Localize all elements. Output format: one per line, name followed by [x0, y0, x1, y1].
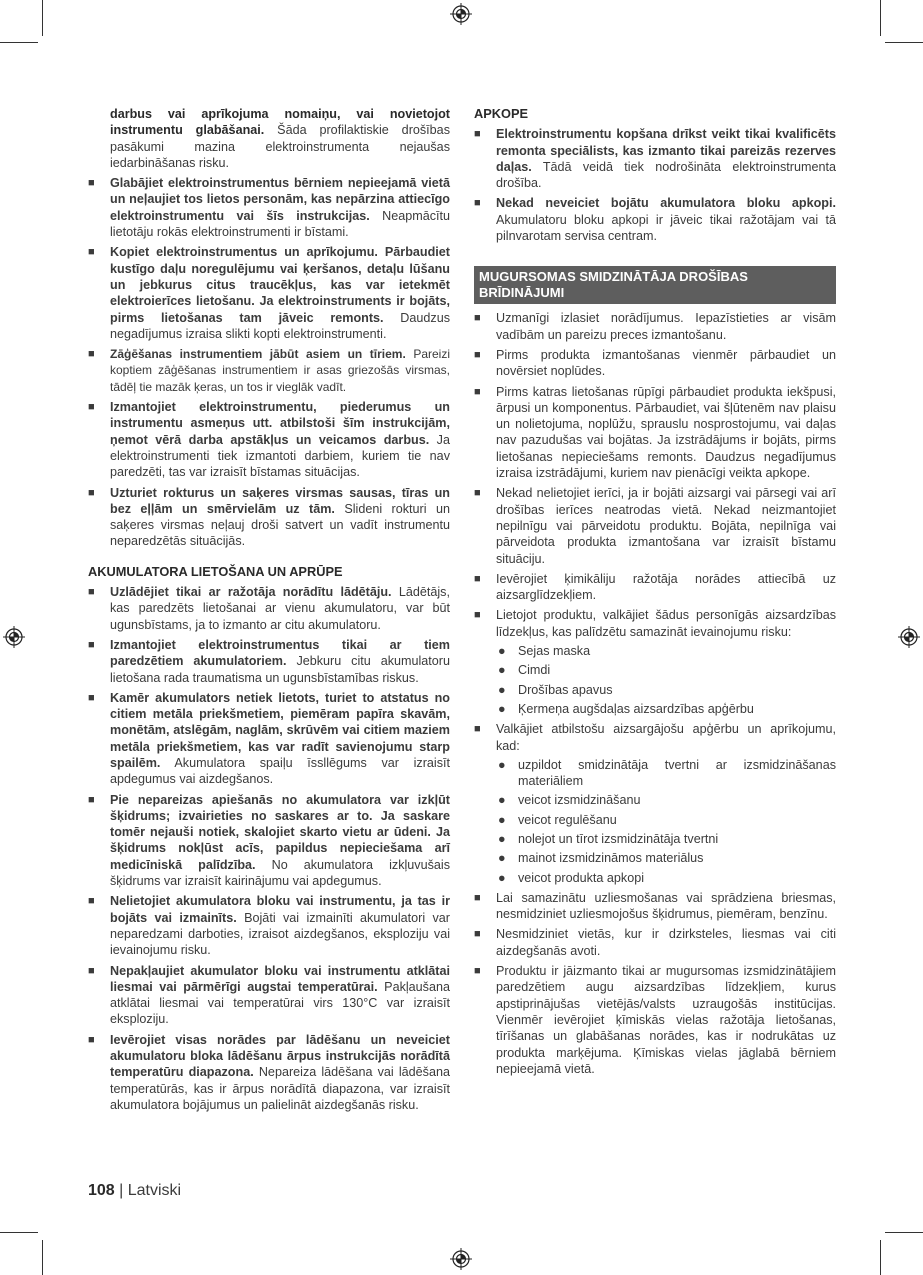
- bullet-icon: ■: [88, 401, 95, 414]
- list-item: ■ Zāģēšanas instrumentiem jābūt asiem un tīriem. Pareizi koptiem zāģēšanas instrumentiem ir asas griezošās virsmas, tādēļ tie mazāk ķeras, un tos ir vieglāk vadīt.: [88, 347, 451, 394]
- sub-list-item: ● veicot izsmidzināšanu: [498, 793, 641, 808]
- dot-icon: ●: [498, 870, 506, 885]
- list-item: ■ Valkājiet atbilstošu aizsargājošu apģērbu un aprīkojumu, kad:: [474, 722, 836, 753]
- page-footer: [88, 1182, 181, 1200]
- bullet-icon: ■: [88, 486, 95, 499]
- bullet-icon: ■: [474, 928, 481, 941]
- registration-mark-icon: [898, 626, 920, 648]
- bullet-icon: ■: [88, 691, 95, 704]
- list-item: ■ Kopiet elektroinstrumentus un aprīkojumu. Pārbaudiet kustīgo daļu noregulējumu vai ķeršanos, detaļu lūšanu un jebkurus citus traucēkļus, kas var ietekmēt elektroierīces lietošanu. Ja elektroinstruments ir bojāts, pirms lietošanas tam jāveic remonts. Daudzus negadījumus izraisa slikti kopti elektroinstrumenti.: [88, 245, 450, 341]
- list-item: ■ Nelietojiet akumulatora bloku vai instrumentu, ja tas ir bojāts vai izmainīts. Bojāti vai izmainīti akumulatori var neparedzami darboties, izraisot aizdegšanos, eksploziju vai ievainojumu risku.: [88, 894, 450, 958]
- sub-list-item: ● Ķermeņa augšdaļas aizsardzības apģērbu: [498, 701, 754, 716]
- bullet-icon: ■: [88, 348, 95, 361]
- bullet-icon: ■: [474, 609, 481, 622]
- list-item: ■ Uzmanīgi izlasiet norādījumus. Iepazīstieties ar visām vadībām un pareizu preces izmantošanu.: [474, 311, 836, 342]
- bullet-icon: ■: [88, 246, 95, 259]
- list-item: ■ Nesmidziniet vietās, kur ir dzirksteles, liesmas vai citi aizdegšanās avoti.: [474, 927, 836, 958]
- registration-mark-icon: [450, 1248, 472, 1270]
- crop-mark: [42, 1240, 43, 1275]
- dot-icon: ●: [498, 701, 506, 716]
- bullet-icon: ■: [88, 895, 95, 908]
- dot-icon: ●: [498, 644, 506, 659]
- bullet-icon: ■: [474, 385, 481, 398]
- registration-mark-icon: [3, 626, 25, 648]
- list-item: ■ Nekad neveiciet bojātu akumulatora bloku apkopi. Akumulatoru bloku apkopi ir jāveic tikai ražotājam vai tā pilnvarotam servisa centram.: [474, 196, 836, 244]
- list-item: ■ Glabājiet elektroinstrumentus bērniem nepieejamā vietā un neļaujiet tos lietos personām, kas nepārzina attiecīgo elektroinstrumentu vai šīs instrukcijas. Neapmācītu lietotāju rokās elektroinstrumenti ir bīstami.: [88, 176, 450, 240]
- bullet-icon: ■: [474, 197, 481, 210]
- section-title-bar: [474, 266, 836, 304]
- footer-separator: |: [114, 1182, 128, 1199]
- list-item: ■ Kamēr akumulators netiek lietots, turiet to atstatus no citiem metāla priekšmetiem, piemēram papīra skavām, monētām, atslēgām, naglām, skrūvēm vai citiem maziem metāla priekšmetiem, kas var radīt savienojumu starp spailēm. Akumulatora spaiļu īssllēgums var izraisīt apdegumus vai aizdegšanos.: [88, 690, 450, 787]
- section-title-line: MUGURSOMAS SMIDZINĀTĀJA DROŠĪBAS: [479, 269, 748, 285]
- list-item: ■ Pirms katras lietošanas rūpīgi pārbaudiet produkta iekšpusi, ārpusi un komponentus. Pārbaudiet, vai šļūtenēm nav plaisu un nolietojuma, noplūžu, sprauslu nosprostojumu, vai daļas nav pazudušas vai bojātas. Ja izstrādājums ir bojāts, pirms lietošanas nepieciešams remonts. Daudzus negadījumus izraisa izstrādājumi, kuriem nav pienācīgi veikta apkope.: [474, 384, 836, 481]
- sub-list-item: ● Cimdi: [498, 663, 551, 678]
- crop-mark: [885, 42, 923, 43]
- list-item: ■ Izmantojiet elektroinstrumentus tikai ar tiem paredzētiem akumulatoriem. Jebkuru citu akumulatoru lietošana rada traumatisma un ugunsbīstamības riskus.: [88, 637, 451, 685]
- list-item: ■ Nepakļaujiet akumulator bloku vai instrumentu atklātai liesmai vai pārmērīgi augstai temperatūrai. Pakļaušana atklātai liesmai vai temperatūrai virs 130°C var izraisīt eksploziju.: [88, 963, 450, 1027]
- sub-list-item: ● mainot izsmidzināmos materiālus: [498, 851, 704, 866]
- list-item: ■ Pie nepareizas apiešanās no akumulatora var izkļūt šķidrums; izvairieties no saskares ar to. Ja saskare tomēr nejauši notiek, skalojiet skarto vietu ar ūdeni. Ja šķidrums nokļūst acīs, papildus nepieciešama arī medicīniskā palīdzība. No akumulatora izkļuvušais šķidrums var izraisīt kairinājumu vai apdegumus.: [88, 792, 450, 889]
- footer-language: Latviski: [127, 1182, 182, 1199]
- list-item: ■ Pirms produkta izmantošanas vienmēr pārbaudiet un novērsiet noplūdes.: [474, 347, 836, 379]
- crop-mark: [42, 0, 43, 36]
- left-column: [88, 106, 450, 1113]
- dot-icon: ●: [498, 682, 506, 697]
- crop-mark: [880, 0, 881, 36]
- list-item: ■ Lai samazinātu uzliesmošanas vai sprādziena briesmas, nesmidziniet uzliesmojošus šķidrumus, piemēram, benzīnu.: [474, 890, 836, 922]
- list-item: ■ Nekad nelietojiet ierīci, ja ir bojāti aizsargi vai pārsegi vai arī drošības ierīces neatrodas vietā. Nekad neizmantojiet nepilnīgu vai pārveidotu produktu. Bojāta, nepilnīga vai pārveidota produkta izmantošana var izraisīt bīstamu situāciju.: [474, 486, 836, 566]
- list-item: ■ Uzlādējiet tikai ar ražotāja norādītu lādētāju. Lādētājs, kas paredzēts lietošanai ar vienu akumulatoru, var būt ugunsbīstams, ja to izmanto ar citu akumulatoru.: [88, 585, 450, 632]
- crop-mark: [0, 42, 38, 43]
- right-column: [474, 106, 836, 1077]
- bullet-icon: ■: [88, 793, 95, 806]
- sub-list-item: ● Drošības apavus: [498, 682, 613, 697]
- dot-icon: ●: [498, 757, 506, 772]
- sub-list-item: ● uzpildot smidzinātāja tvertni ar izsmidzināšanas materiāliem: [498, 757, 836, 789]
- section-heading: APKOPE: [474, 106, 529, 121]
- dot-icon: ●: [498, 812, 506, 827]
- sub-list-item: ● veicot regulēšanu: [498, 812, 617, 827]
- sub-list-item: ● Sejas maska: [498, 644, 591, 659]
- intro-paragraph: darbus vai aprīkojuma nomaiņu, vai novietojot instrumentu glabāšanai. Šāda profilaktiskie drošības pasākumi mazina elektroinstrumenta nejaušas iedarbināšanas risku.: [110, 107, 450, 170]
- dot-icon: ●: [498, 663, 506, 678]
- bullet-icon: ■: [474, 128, 481, 141]
- list-item: ■ Ievērojiet ķimikāliju ražotāja norādes attiecībā uz aizsarglīdzekļiem.: [474, 571, 836, 603]
- bullet-icon: ■: [474, 487, 481, 500]
- sub-list-item: ● veicot produkta apkopi: [498, 870, 645, 885]
- list-item: ■ Ievērojiet visas norādes par lādēšanu un neveiciet akumulatoru bloka lādēšanu ārpus instrukcijās norādītā temperatūru diapazona. Nepareiza lādēšana vai lādēšana temperatūrās, kas ir ārpus norādītā diapazona, var izraisīt akumulatora bojājumus un palielināt aizdegšanās risku.: [88, 1032, 450, 1112]
- bullet-icon: ■: [88, 964, 95, 977]
- bullet-icon: ■: [474, 891, 481, 904]
- bullet-icon: ■: [88, 177, 95, 190]
- dot-icon: ●: [498, 831, 506, 846]
- sub-list-item: ● nolejot un tīrot izsmidzinātāja tvertni: [498, 831, 719, 846]
- bullet-icon: ■: [88, 586, 95, 599]
- bullet-icon: ■: [474, 572, 481, 585]
- bullet-icon: ■: [474, 723, 481, 736]
- bullet-icon: ■: [88, 1033, 95, 1046]
- section-heading: AKUMULATORA LIETOŠANA UN APRŪPE: [88, 563, 343, 579]
- dot-icon: ●: [498, 793, 506, 808]
- list-item: ■ Lietojot produktu, valkājiet šādus personīgās aizsardzības līdzekļus, kas palīdzētu samazināt ievainojumu risku:: [474, 608, 836, 639]
- section-title-line: BRĪDINĀJUMI: [479, 285, 565, 301]
- bullet-icon: ■: [474, 965, 481, 978]
- list-item: ■ Elektroinstrumentu kopšana drīkst veikt tikai kvalificēts remonta speciālists, kas izmanto tikai pareizās rezerves daļas. Tādā veidā tiek nodrošināta elektroinstrumenta drošība.: [474, 127, 836, 191]
- dot-icon: ●: [498, 851, 506, 866]
- crop-mark: [880, 1240, 881, 1275]
- bullet-icon: ■: [474, 348, 481, 361]
- bullet-icon: ■: [88, 638, 95, 651]
- page-number: 108: [88, 1182, 115, 1199]
- list-item: ■ Produktu ir jāizmanto tikai ar mugursomas izsmidzinātājiem paredzētiem augu aizsardzības līdzekļiem, kurus apstiprinājušas vietējās/valsts uzraugošās institūcijas. Vienmēr ievērojiet ķīmiskās vielas ražotāja lietošanas, tīrīšanas un glabāšanas norādes, kas ir nodrukātas uz produkta marķējuma. Ķīmiskas vielas jāglabā bērniem nepieejamā vietā.: [474, 964, 836, 1076]
- crop-mark: [885, 1232, 923, 1233]
- list-item: ■ Uzturiet rokturus un saķeres virsmas sausas, tīras un bez eļļām un smērvielām uz tām. Slideni rokturi un saķeres virsmas neļauj droši satvert un vadīt instrumentu neparedzētās situācijās.: [88, 485, 450, 549]
- list-item: ■ Izmantojiet elektroinstrumentu, piederumus un instrumentu asmeņus utt. atbilstoši šīm instrukcijām, ņemot vērā darba apstākļus un veicamos darbus. Ja elektroinstrumenti tiek izmantoti darbiem, kuriem tie nav paredzēti, tas var izraisīt bīstamas situācijas.: [88, 400, 450, 480]
- bullet-icon: ■: [474, 312, 481, 325]
- crop-mark: [0, 1232, 38, 1233]
- registration-mark-icon: [450, 3, 472, 25]
